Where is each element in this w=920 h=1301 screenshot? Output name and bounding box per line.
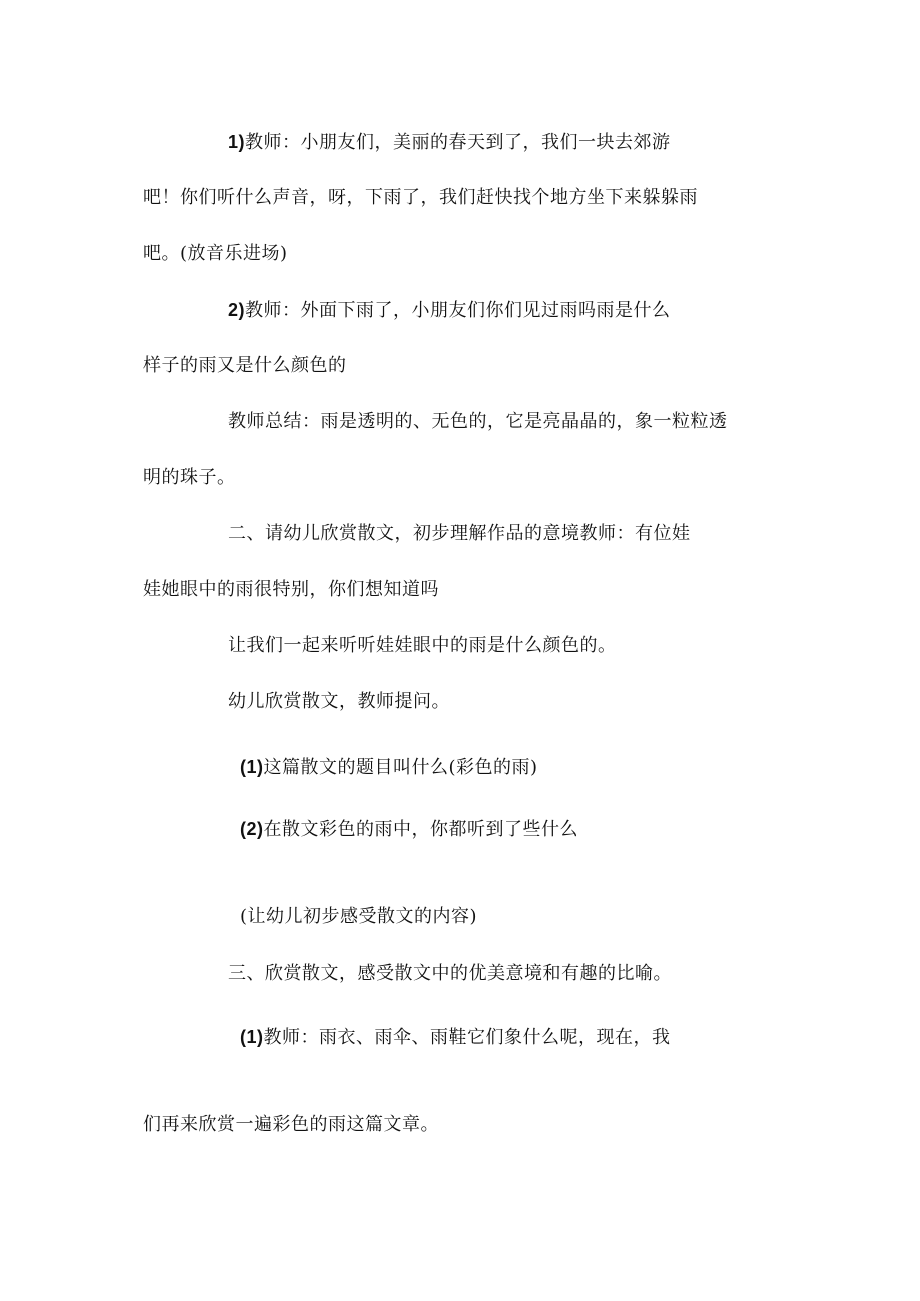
- item-number: 1): [228, 132, 246, 152]
- line-text: 幼儿欣赏散文，教师提问。: [228, 691, 450, 712]
- line-text: 三、欣赏散文，感受散文中的优美意境和有趣的比喻。: [228, 963, 672, 984]
- line-text: 教师：雨衣、雨伞、雨鞋它们象什么呢，现在，我: [263, 1027, 671, 1048]
- question-line: [240, 1025, 671, 1050]
- paragraph-line: [240, 905, 477, 929]
- line-text: (让幼儿初步感受散文的内容): [240, 906, 478, 927]
- line-text: 在散文彩色的雨中，你都听到了些什么: [263, 819, 578, 840]
- line-text: 娃她眼中的雨很特别，你们想知道吗: [143, 579, 439, 600]
- line-text: 二、请幼儿欣赏散文，初步理解作品的意境教师：有位娃: [228, 523, 691, 544]
- line-text: 教师总结：雨是透明的、无色的，它是亮晶晶的，象一粒粒透: [228, 411, 728, 432]
- line-text: 吧！你们听什么声音，呀，下雨了，我们赶快找个地方坐下来躲躲雨: [143, 187, 698, 208]
- paragraph-line: [228, 634, 617, 658]
- line-text: 吧。(放音乐进场): [143, 243, 288, 264]
- item-number: (1): [240, 1027, 264, 1047]
- question-line: [240, 755, 538, 780]
- paragraph-line: [228, 410, 728, 434]
- line-text: 样子的雨又是什么颜色的: [143, 355, 347, 376]
- section-heading-line: [228, 962, 672, 986]
- item-number: (2): [240, 819, 264, 839]
- line-text: 这篇散文的题目叫什么(彩色的雨): [263, 757, 538, 778]
- line-text: 明的珠子。: [143, 467, 236, 488]
- paragraph-line: [143, 466, 236, 490]
- paragraph-line: [228, 690, 450, 714]
- paragraph-line: [143, 242, 288, 266]
- paragraph-line: [143, 354, 347, 378]
- line-text: 教师：小朋友们，美丽的春天到了，我们一块去郊游: [245, 132, 671, 153]
- paragraph-line: [143, 186, 698, 210]
- paragraph-line: [228, 130, 671, 155]
- section-heading-line: [228, 522, 691, 546]
- question-line: [240, 817, 578, 842]
- line-text: 们再来欣赏一遍彩色的雨这篇文章。: [143, 1114, 439, 1135]
- line-text: 教师：外面下雨了，小朋友们你们见过雨吗雨是什么: [245, 300, 671, 321]
- paragraph-line: [228, 298, 671, 323]
- item-number: 2): [228, 300, 246, 320]
- line-text: 让我们一起来听听娃娃眼中的雨是什么颜色的。: [228, 635, 617, 656]
- paragraph-line: [143, 1113, 439, 1137]
- item-number: (1): [240, 757, 264, 777]
- paragraph-line: [143, 578, 439, 602]
